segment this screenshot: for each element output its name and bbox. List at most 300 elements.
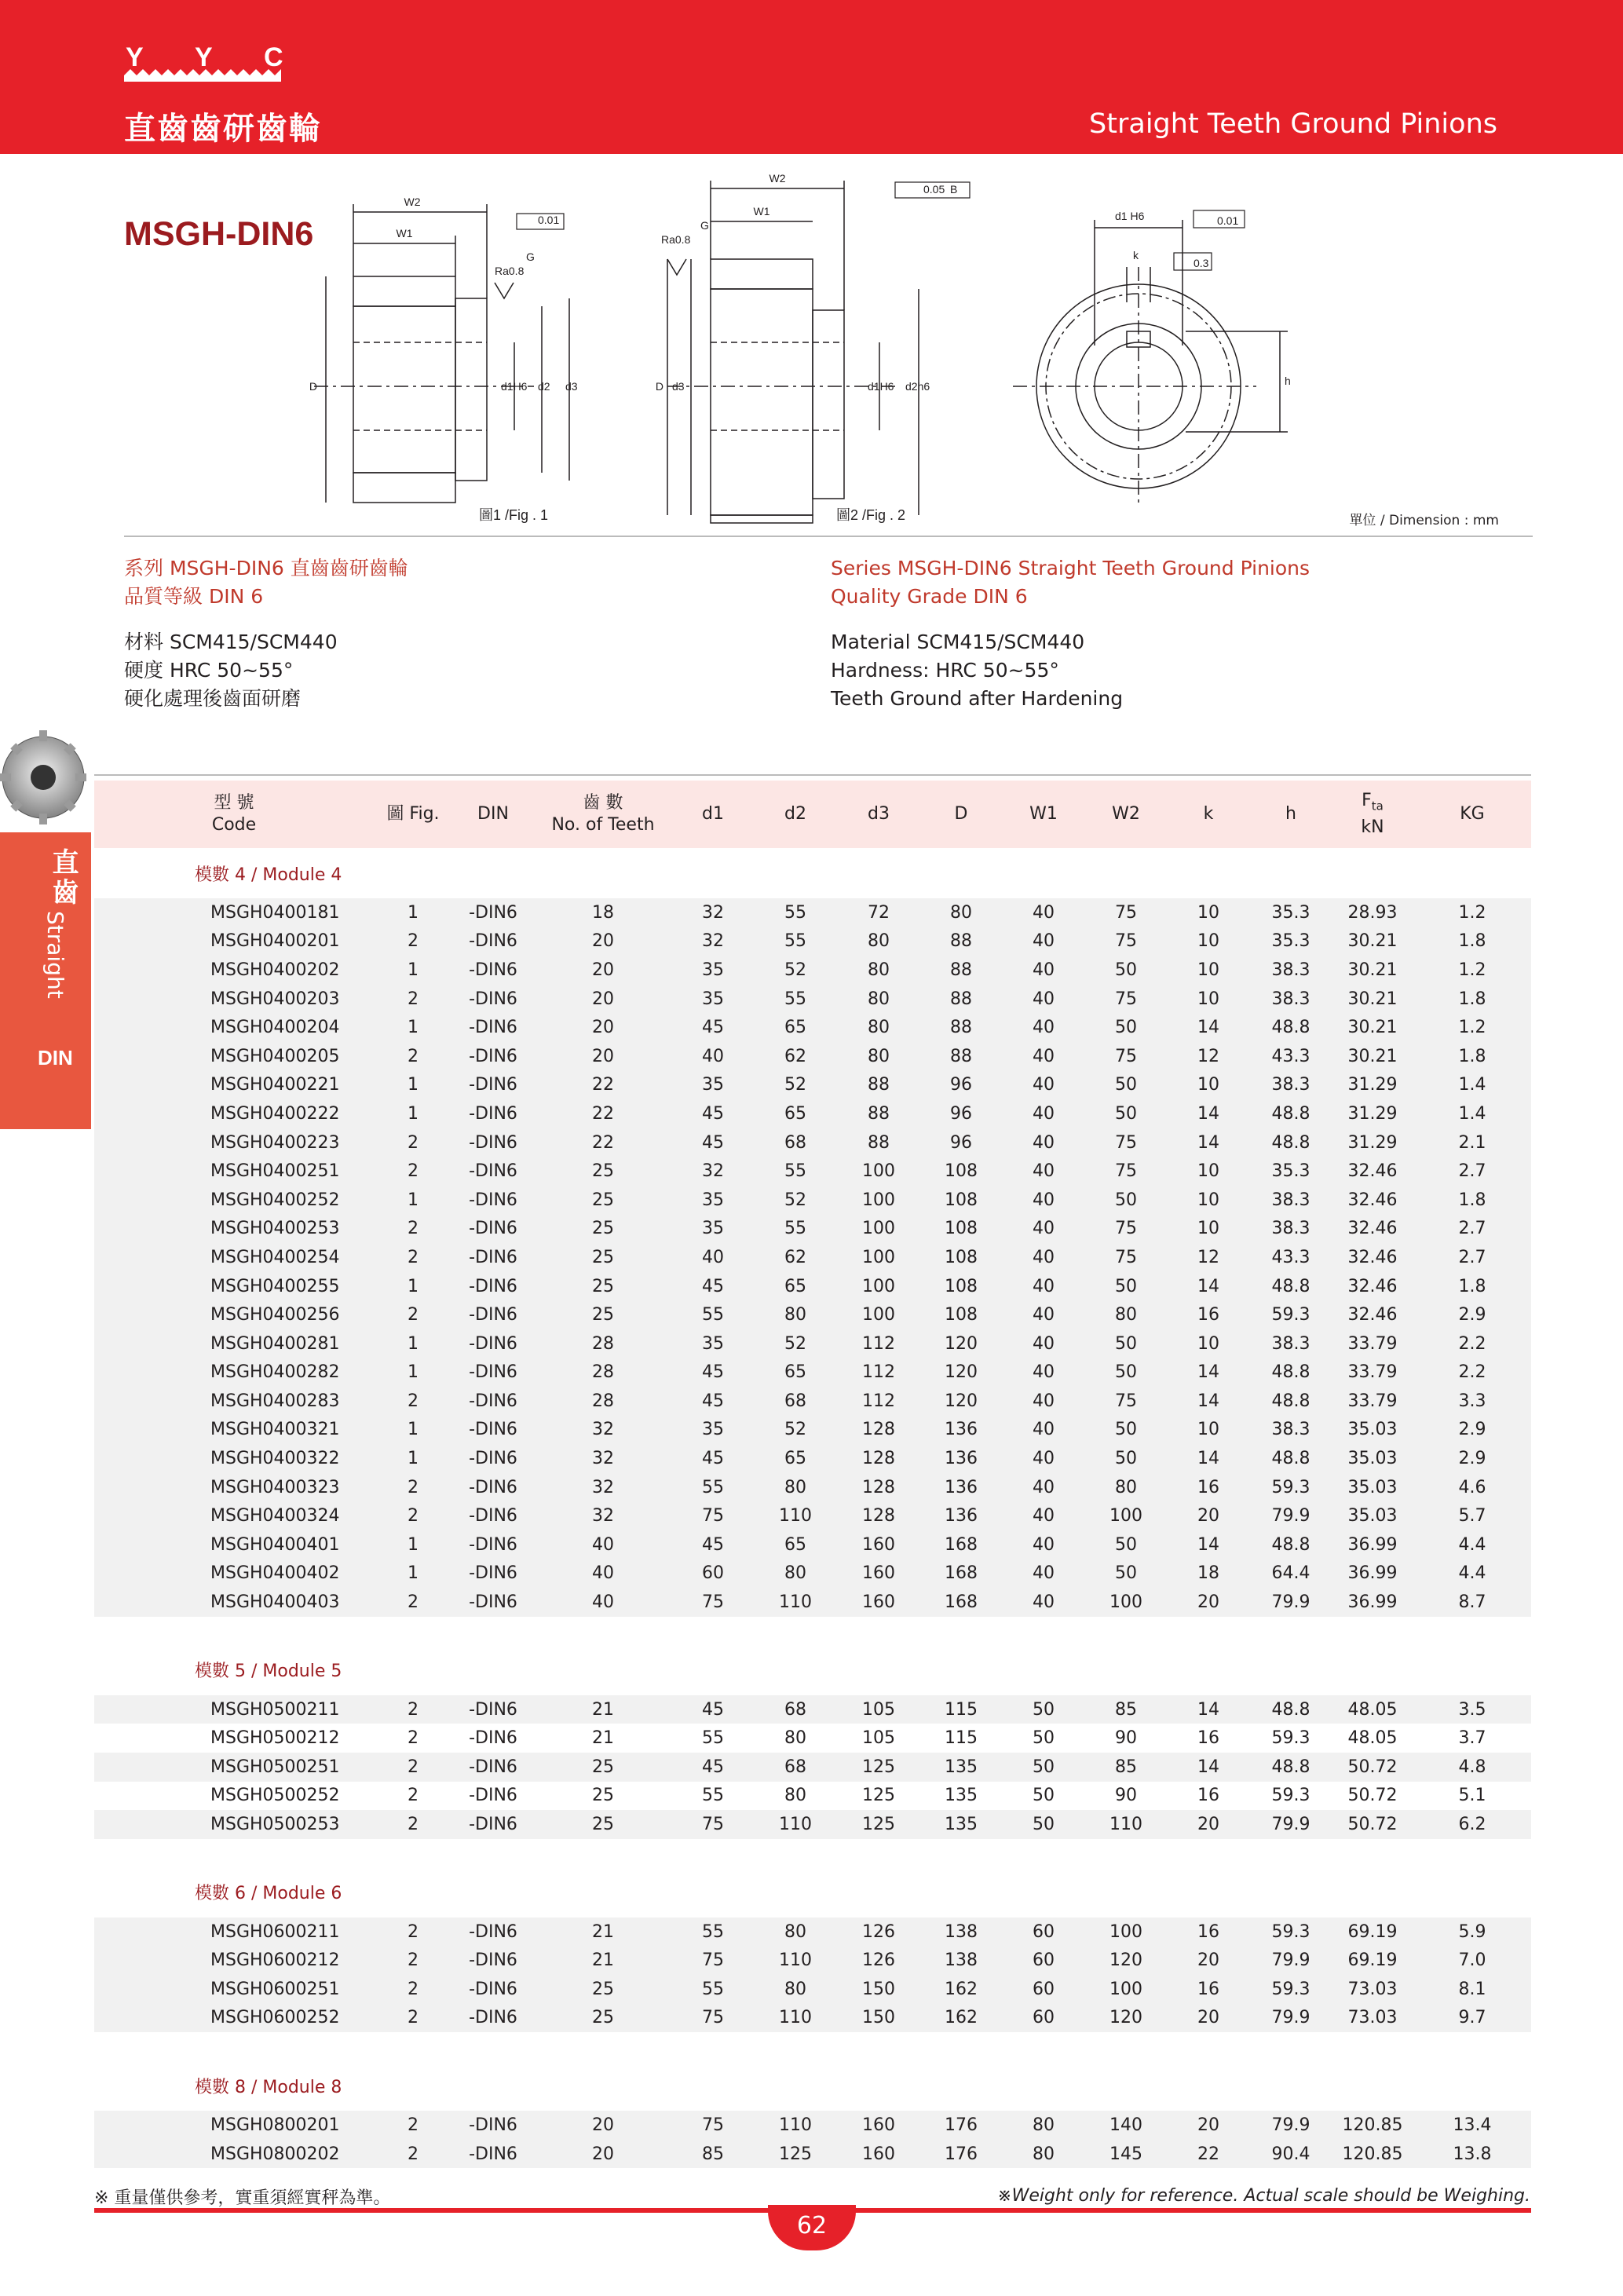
fig1-caption: 圖1 /Fig . 1	[479, 507, 549, 523]
table-row	[94, 1588, 1531, 1617]
table-cell: 20	[1167, 2111, 1250, 2140]
table-cell: 69.19	[1332, 1918, 1413, 1947]
fig2-datum: B	[950, 183, 958, 196]
table-cell: 40	[1002, 1215, 1085, 1244]
table-cell: 59.3	[1250, 1975, 1332, 2004]
table-cell: -DIN6	[452, 1387, 534, 1416]
table-cell: -DIN6	[452, 1186, 534, 1215]
table-cell: 2	[374, 1946, 452, 1975]
table-cell: 52	[754, 1186, 837, 1215]
table-cell: 50	[1085, 1559, 1167, 1589]
table-cell: -DIN6	[452, 2140, 534, 2169]
table-cell: 40	[1002, 1186, 1085, 1215]
fig2-label-d2h6: d2h6	[905, 380, 930, 393]
table-cell: 1	[374, 1329, 452, 1358]
table-cell: 85	[1085, 1695, 1167, 1724]
table-cell: 52	[754, 1329, 837, 1358]
divider	[124, 536, 1533, 537]
table-cell: 40	[1002, 956, 1085, 985]
table-cell: 32	[534, 1416, 672, 1445]
table-cell: 4.4	[1413, 1530, 1531, 1559]
table-cell: 40	[1002, 1099, 1085, 1128]
table-cell: 38.3	[1250, 1416, 1332, 1445]
table-cell: -DIN6	[452, 1473, 534, 1502]
table-row	[94, 1975, 1531, 2004]
table-cell: 135	[920, 1810, 1002, 1839]
table-cell: 65	[754, 1358, 837, 1387]
table-cell: 10	[1167, 927, 1250, 956]
table-cell: 50.72	[1347, 1786, 1398, 1806]
table-cell: 35	[672, 1186, 754, 1215]
module-heading: 模數 6 / Module 6	[195, 1884, 342, 1904]
cell-code: MSGH0400323	[94, 1473, 374, 1502]
table-cell: 136	[920, 1416, 1002, 1445]
table-row	[94, 898, 1531, 927]
table-cell: 38.3	[1250, 985, 1332, 1014]
table-cell: 20	[534, 2140, 672, 2169]
table-cell: 45	[672, 1272, 754, 1301]
table-cell: 110	[754, 2004, 837, 2033]
side-tab-en: Straight	[42, 911, 68, 999]
table-cell: 20	[1167, 1946, 1250, 1975]
side-tab-zh: 直齒	[47, 848, 79, 908]
table-cell: -DIN6	[452, 1215, 534, 1244]
table-cell: 48.8	[1250, 1272, 1332, 1301]
table-cell: 73.03	[1332, 1975, 1413, 2004]
table-cell: 135	[920, 1753, 1002, 1782]
table-cell: 2	[374, 1042, 452, 1071]
table-cell: 45	[672, 1358, 754, 1387]
table-cell: -DIN6	[452, 1013, 534, 1042]
table-cell: 1	[374, 1444, 452, 1473]
table-cell: 32	[534, 1444, 672, 1473]
table-cell: 35	[672, 1071, 754, 1100]
table-cell: -DIN6	[452, 2111, 534, 2140]
table-cell: 50.72	[1332, 1810, 1413, 1839]
table-cell: -DIN6	[452, 1358, 534, 1387]
cell-code: MSGH0500211	[94, 1695, 374, 1724]
table-cell: 48.8	[1250, 1358, 1332, 1387]
module-heading-row	[94, 1645, 1531, 1695]
table-cell: 80	[1085, 1473, 1167, 1502]
table-cell: 18	[1167, 1559, 1250, 1589]
cell-code: MSGH0400281	[94, 1329, 374, 1358]
table-cell: 2	[374, 1157, 452, 1186]
table-cell: 2	[374, 1128, 452, 1157]
cell-code: MSGH0400256	[94, 1300, 374, 1329]
table-cell: 43.3	[1250, 1243, 1332, 1272]
cell-code: MSGH0500212	[210, 1728, 340, 1749]
table-row	[94, 1157, 1531, 1186]
table-cell: 55	[672, 1300, 754, 1329]
end-view-label-h: h	[1285, 375, 1291, 387]
table-row	[94, 1128, 1531, 1157]
table-cell: 6.2	[1413, 1810, 1531, 1839]
table-cell: 22	[534, 1099, 672, 1128]
table-cell: 3.7	[1458, 1728, 1486, 1749]
table-cell: 62	[754, 1042, 837, 1071]
table-cell: 108	[920, 1300, 1002, 1329]
table-cell: 150	[837, 1975, 920, 2004]
table-cell: 21	[592, 1728, 614, 1749]
table-cell: 30.21	[1332, 927, 1413, 956]
table-cell: 2	[408, 1728, 419, 1749]
table-cell: 40	[1002, 1128, 1085, 1157]
table-cell: 136	[920, 1501, 1002, 1530]
spec-zh-block	[124, 554, 408, 713]
table-cell: 40	[1002, 1588, 1085, 1617]
table-cell: 59.3	[1250, 1473, 1332, 1502]
table-row	[94, 1215, 1531, 1244]
table-cell: 90	[1115, 1786, 1137, 1806]
table-cell: 10	[1167, 1186, 1250, 1215]
table-cell: 128	[837, 1444, 920, 1473]
table-cell: 108	[920, 1215, 1002, 1244]
table-cell: 14	[1167, 1128, 1250, 1157]
table-cell: 112	[837, 1358, 920, 1387]
table-cell: 25	[534, 1272, 672, 1301]
fig1-drawing	[314, 204, 569, 503]
model-title: MSGH-DIN6	[124, 215, 314, 253]
table-cell: 59.3	[1250, 1918, 1332, 1947]
table-body	[94, 848, 1531, 2168]
table-cell: 50	[1033, 1786, 1055, 1806]
gear-photo-icon	[0, 722, 94, 832]
table-cell: 2	[374, 1215, 452, 1244]
table-cell: 33.79	[1332, 1358, 1413, 1387]
table-row	[94, 1071, 1531, 1100]
table-cell: 38.3	[1250, 956, 1332, 985]
table-cell: 10	[1167, 1215, 1250, 1244]
table-cell: -DIN6	[452, 1918, 534, 1947]
side-tab-din: DIN	[38, 1046, 73, 1069]
table-cell: -DIN6	[452, 1946, 534, 1975]
table-cell: 162	[920, 2004, 1002, 2033]
table-cell: 30.21	[1332, 1013, 1413, 1042]
table-cell: 48.8	[1250, 1013, 1332, 1042]
table-cell: 69.19	[1332, 1946, 1413, 1975]
table-cell: 16	[1167, 1975, 1250, 2004]
table-cell: 2	[374, 1243, 452, 1272]
table-cell: 2	[374, 2111, 452, 2140]
table-cell: 1.8	[1413, 1272, 1531, 1301]
table-row	[94, 1358, 1531, 1387]
table-cell: 40	[1002, 1300, 1085, 1329]
table-row	[94, 1918, 1531, 1947]
table-cell: 10	[1167, 985, 1250, 1014]
table-cell: 1.8	[1413, 1042, 1531, 1071]
table-cell: 55	[754, 1215, 837, 1244]
table-row	[94, 927, 1531, 956]
table-cell: 50	[1085, 1071, 1167, 1100]
table-cell: 45	[672, 1444, 754, 1473]
table-cell: 75	[672, 2111, 754, 2140]
table-cell: 1	[374, 1416, 452, 1445]
table-cell: 7.0	[1413, 1946, 1531, 1975]
table-cell: 2.2	[1413, 1329, 1531, 1358]
table-cell: 55	[754, 898, 837, 927]
table-cell: 35.03	[1332, 1473, 1413, 1502]
table-cell: 60	[672, 1559, 754, 1589]
table-cell: 68	[754, 1695, 837, 1724]
table-cell: 14	[1167, 1695, 1250, 1724]
table-cell: 40	[1002, 1473, 1085, 1502]
table-cell: 128	[837, 1416, 920, 1445]
table-cell: 168	[920, 1530, 1002, 1559]
table-cell: 32.46	[1332, 1186, 1413, 1215]
table-cell: 31.29	[1332, 1099, 1413, 1128]
table-cell: 85	[672, 2140, 754, 2169]
fig1-label-d1h6: d1H6	[501, 380, 528, 393]
header-din: DIN	[452, 781, 534, 848]
fig1-label-g: G	[526, 250, 535, 263]
table-cell: 75	[1085, 927, 1167, 956]
table-cell: 20	[1167, 1588, 1250, 1617]
dimension-unit: 單位 / Dimension : mm	[1349, 513, 1499, 528]
table-cell: 65	[754, 1530, 837, 1559]
table-cell: 43.3	[1250, 1042, 1332, 1071]
cell-code: MSGH0400402	[94, 1559, 374, 1589]
table-cell: 16	[1197, 1786, 1219, 1806]
table-cell: 80	[754, 1559, 837, 1589]
table-cell: 64.4	[1250, 1559, 1332, 1589]
end-view-label-k: k	[1133, 249, 1139, 261]
table-cell: 38.3	[1250, 1071, 1332, 1100]
header-D: D	[920, 781, 1002, 848]
table-cell: 75	[1085, 1128, 1167, 1157]
table-cell: 110	[754, 1501, 837, 1530]
table-cell: 160	[837, 2140, 920, 2169]
table-row	[94, 956, 1531, 985]
table-cell: 50	[1085, 956, 1167, 985]
table-cell: 50	[1085, 1358, 1167, 1387]
table-row	[94, 1753, 1531, 1782]
table-row	[94, 1243, 1531, 1272]
end-view-drawing	[1013, 220, 1288, 503]
table-cell: 25	[534, 1300, 672, 1329]
table-cell: 80	[837, 1042, 920, 1071]
brand-letter: C	[264, 42, 283, 72]
table-cell: 16	[1167, 1473, 1250, 1502]
table-row	[94, 1530, 1531, 1559]
table-cell: 32	[672, 1157, 754, 1186]
table-cell: 120	[920, 1358, 1002, 1387]
cell-code: MSGH0400251	[94, 1157, 374, 1186]
table-cell: 35.03	[1332, 1501, 1413, 1530]
table-cell: 40	[1002, 898, 1085, 927]
table-cell: 1.2	[1413, 956, 1531, 985]
table-cell: 40	[672, 1243, 754, 1272]
table-cell: 120.85	[1332, 2140, 1413, 2169]
footer-note-en: ※Weight only for reference. Actual scale should be Weighing.	[997, 2186, 1530, 2206]
table-cell: 32	[672, 927, 754, 956]
module-spacer	[94, 2032, 1531, 2060]
header-teeth: 齒 數 No. of Teeth	[534, 781, 672, 848]
table-cell: 59.3	[1250, 1300, 1332, 1329]
fig1-label-ra: Ra0.8	[495, 265, 525, 277]
table-cell: 40	[1002, 985, 1085, 1014]
table-cell: 126	[837, 1918, 920, 1947]
cell-code: MSGH0400403	[94, 1588, 374, 1617]
table-cell: 14	[1167, 1013, 1250, 1042]
table-cell: 138	[920, 1918, 1002, 1947]
spec-series-en: Series MSGH-DIN6 Straight Teeth Ground Pinions	[831, 557, 1310, 579]
table-cell: 4.6	[1413, 1473, 1531, 1502]
table-cell: -DIN6	[452, 1588, 534, 1617]
table-cell: 21	[534, 1918, 672, 1947]
end-view-tolerance: 0.01	[1217, 214, 1239, 227]
fig1-label-d2: d2	[538, 380, 550, 393]
table-cell: 55	[754, 1157, 837, 1186]
table-cell: 55	[672, 1975, 754, 2004]
table-cell: 100	[837, 1300, 920, 1329]
table-cell: 13.4	[1413, 2111, 1531, 2140]
table-cell: 125	[837, 1810, 920, 1839]
table-cell: 50	[1085, 1099, 1167, 1128]
table-cell: 88	[920, 985, 1002, 1014]
table-cell: 60	[1002, 1918, 1085, 1947]
table-cell: 115	[920, 1695, 1002, 1724]
table-cell: 35	[672, 956, 754, 985]
table-row	[94, 1724, 1531, 1753]
table-cell: 112	[837, 1387, 920, 1416]
table-header-row	[94, 781, 1531, 848]
table-cell: 110	[1085, 1810, 1167, 1839]
divider	[94, 774, 1531, 776]
table-cell: 68	[754, 1128, 837, 1157]
table-cell: 108	[920, 1157, 1002, 1186]
table-cell: 1	[374, 1186, 452, 1215]
module-heading-row	[94, 1867, 1531, 1918]
table-cell: 80	[754, 1300, 837, 1329]
table-cell: 2.1	[1413, 1128, 1531, 1157]
header-d3: d3	[837, 781, 920, 848]
table-cell: 40	[1002, 1416, 1085, 1445]
table-cell: 2	[374, 1918, 452, 1947]
table-cell: 2	[408, 1786, 419, 1806]
table-cell: 2	[374, 2140, 452, 2169]
table-cell: 52	[754, 1071, 837, 1100]
table-cell: 10	[1167, 1071, 1250, 1100]
table-cell: 14	[1167, 1753, 1250, 1782]
table-cell: 75	[672, 2004, 754, 2033]
table-cell: -DIN6	[452, 1695, 534, 1724]
table-cell: 40	[534, 1588, 672, 1617]
table-cell: 2.2	[1413, 1358, 1531, 1387]
page-number: 62	[768, 2205, 856, 2250]
spec-series-zh: 系列 MSGH-DIN6 直齒齒研齒輪	[124, 557, 408, 579]
cell-code: MSGH0400255	[94, 1272, 374, 1301]
table-cell: -DIN6	[452, 1329, 534, 1358]
table-cell: 32.46	[1332, 1300, 1413, 1329]
table-cell: 65	[754, 1099, 837, 1128]
table-cell: 80	[754, 1473, 837, 1502]
table-cell: 128	[837, 1473, 920, 1502]
table-cell: 1.8	[1413, 1186, 1531, 1215]
table-cell: 60	[1002, 2004, 1085, 2033]
table-cell: 75	[672, 1588, 754, 1617]
table-cell: 25	[534, 1243, 672, 1272]
table-cell: 25	[534, 1157, 672, 1186]
table-cell: 80	[754, 1975, 837, 2004]
table-cell: 48.8	[1250, 1695, 1332, 1724]
table-cell: -DIN6	[452, 1559, 534, 1589]
table-cell: 110	[754, 1588, 837, 1617]
table-cell: 1.4	[1413, 1071, 1531, 1100]
table-cell: 105	[862, 1728, 895, 1749]
fig2-label-w1: W1	[753, 205, 770, 218]
table-cell: 59.3	[1271, 1786, 1310, 1806]
table-cell: 100	[1085, 1975, 1167, 2004]
cell-code: MSGH0600252	[94, 2004, 374, 2033]
table-cell: 135	[945, 1786, 978, 1806]
table-cell: 75	[672, 1946, 754, 1975]
table-cell: -DIN6	[469, 1728, 517, 1749]
table-cell: 36.99	[1332, 1588, 1413, 1617]
table-cell: 55	[702, 1728, 724, 1749]
table-cell: 2.7	[1413, 1157, 1531, 1186]
table-row	[94, 1329, 1531, 1358]
table-cell: 110	[754, 1810, 837, 1839]
table-cell: 14	[1167, 1099, 1250, 1128]
table-cell: 38.3	[1250, 1186, 1332, 1215]
spec-grade-en: Quality Grade DIN 6	[831, 585, 1028, 608]
table-cell: 21	[534, 1946, 672, 1975]
cell-code: MSGH0400321	[94, 1416, 374, 1445]
table-cell: 2	[374, 1588, 452, 1617]
table-cell: 75	[672, 1810, 754, 1839]
table-cell: 35.03	[1332, 1416, 1413, 1445]
end-view-label-d1: d1 H6	[1115, 210, 1145, 222]
cell-code: MSGH0400221	[94, 1071, 374, 1100]
table-cell: 20	[534, 985, 672, 1014]
table-cell: 48.8	[1250, 1128, 1332, 1157]
table-cell: 80	[837, 956, 920, 985]
table-cell: 4.4	[1413, 1559, 1531, 1589]
table-cell: 12	[1167, 1042, 1250, 1071]
table-row	[94, 1013, 1531, 1042]
table-cell: 75	[1085, 898, 1167, 927]
table-cell: 136	[920, 1473, 1002, 1502]
table-cell: 75	[1085, 1387, 1167, 1416]
table-cell: 48.8	[1250, 1444, 1332, 1473]
table-cell: 2	[374, 1300, 452, 1329]
fig1-label-d3: d3	[565, 380, 578, 393]
table-cell: 73.03	[1332, 2004, 1413, 2033]
table-cell: 20	[534, 927, 672, 956]
table-cell: 80	[784, 1786, 806, 1806]
table-cell: 48.05	[1347, 1728, 1398, 1749]
fig2-label-d1h6: d1H6	[868, 380, 894, 393]
table-cell: -DIN6	[469, 1786, 517, 1806]
table-cell: 35	[672, 1329, 754, 1358]
table-cell: 4.8	[1413, 1753, 1531, 1782]
table-cell: 14	[1167, 1387, 1250, 1416]
table-cell: 90.4	[1250, 2140, 1332, 2169]
table-cell: 110	[754, 1946, 837, 1975]
table-cell: 126	[837, 1946, 920, 1975]
table-cell: 88	[837, 1099, 920, 1128]
cell-code: MSGH0400252	[94, 1186, 374, 1215]
table-cell: 68	[754, 1387, 837, 1416]
table-row	[94, 1810, 1531, 1839]
table-cell: 2	[374, 927, 452, 956]
table-cell: 40	[1002, 1358, 1085, 1387]
table-cell: -DIN6	[452, 1501, 534, 1530]
table-cell: -DIN6	[452, 956, 534, 985]
cell-code: MSGH0400205	[94, 1042, 374, 1071]
table-cell: 176	[920, 2140, 1002, 2169]
